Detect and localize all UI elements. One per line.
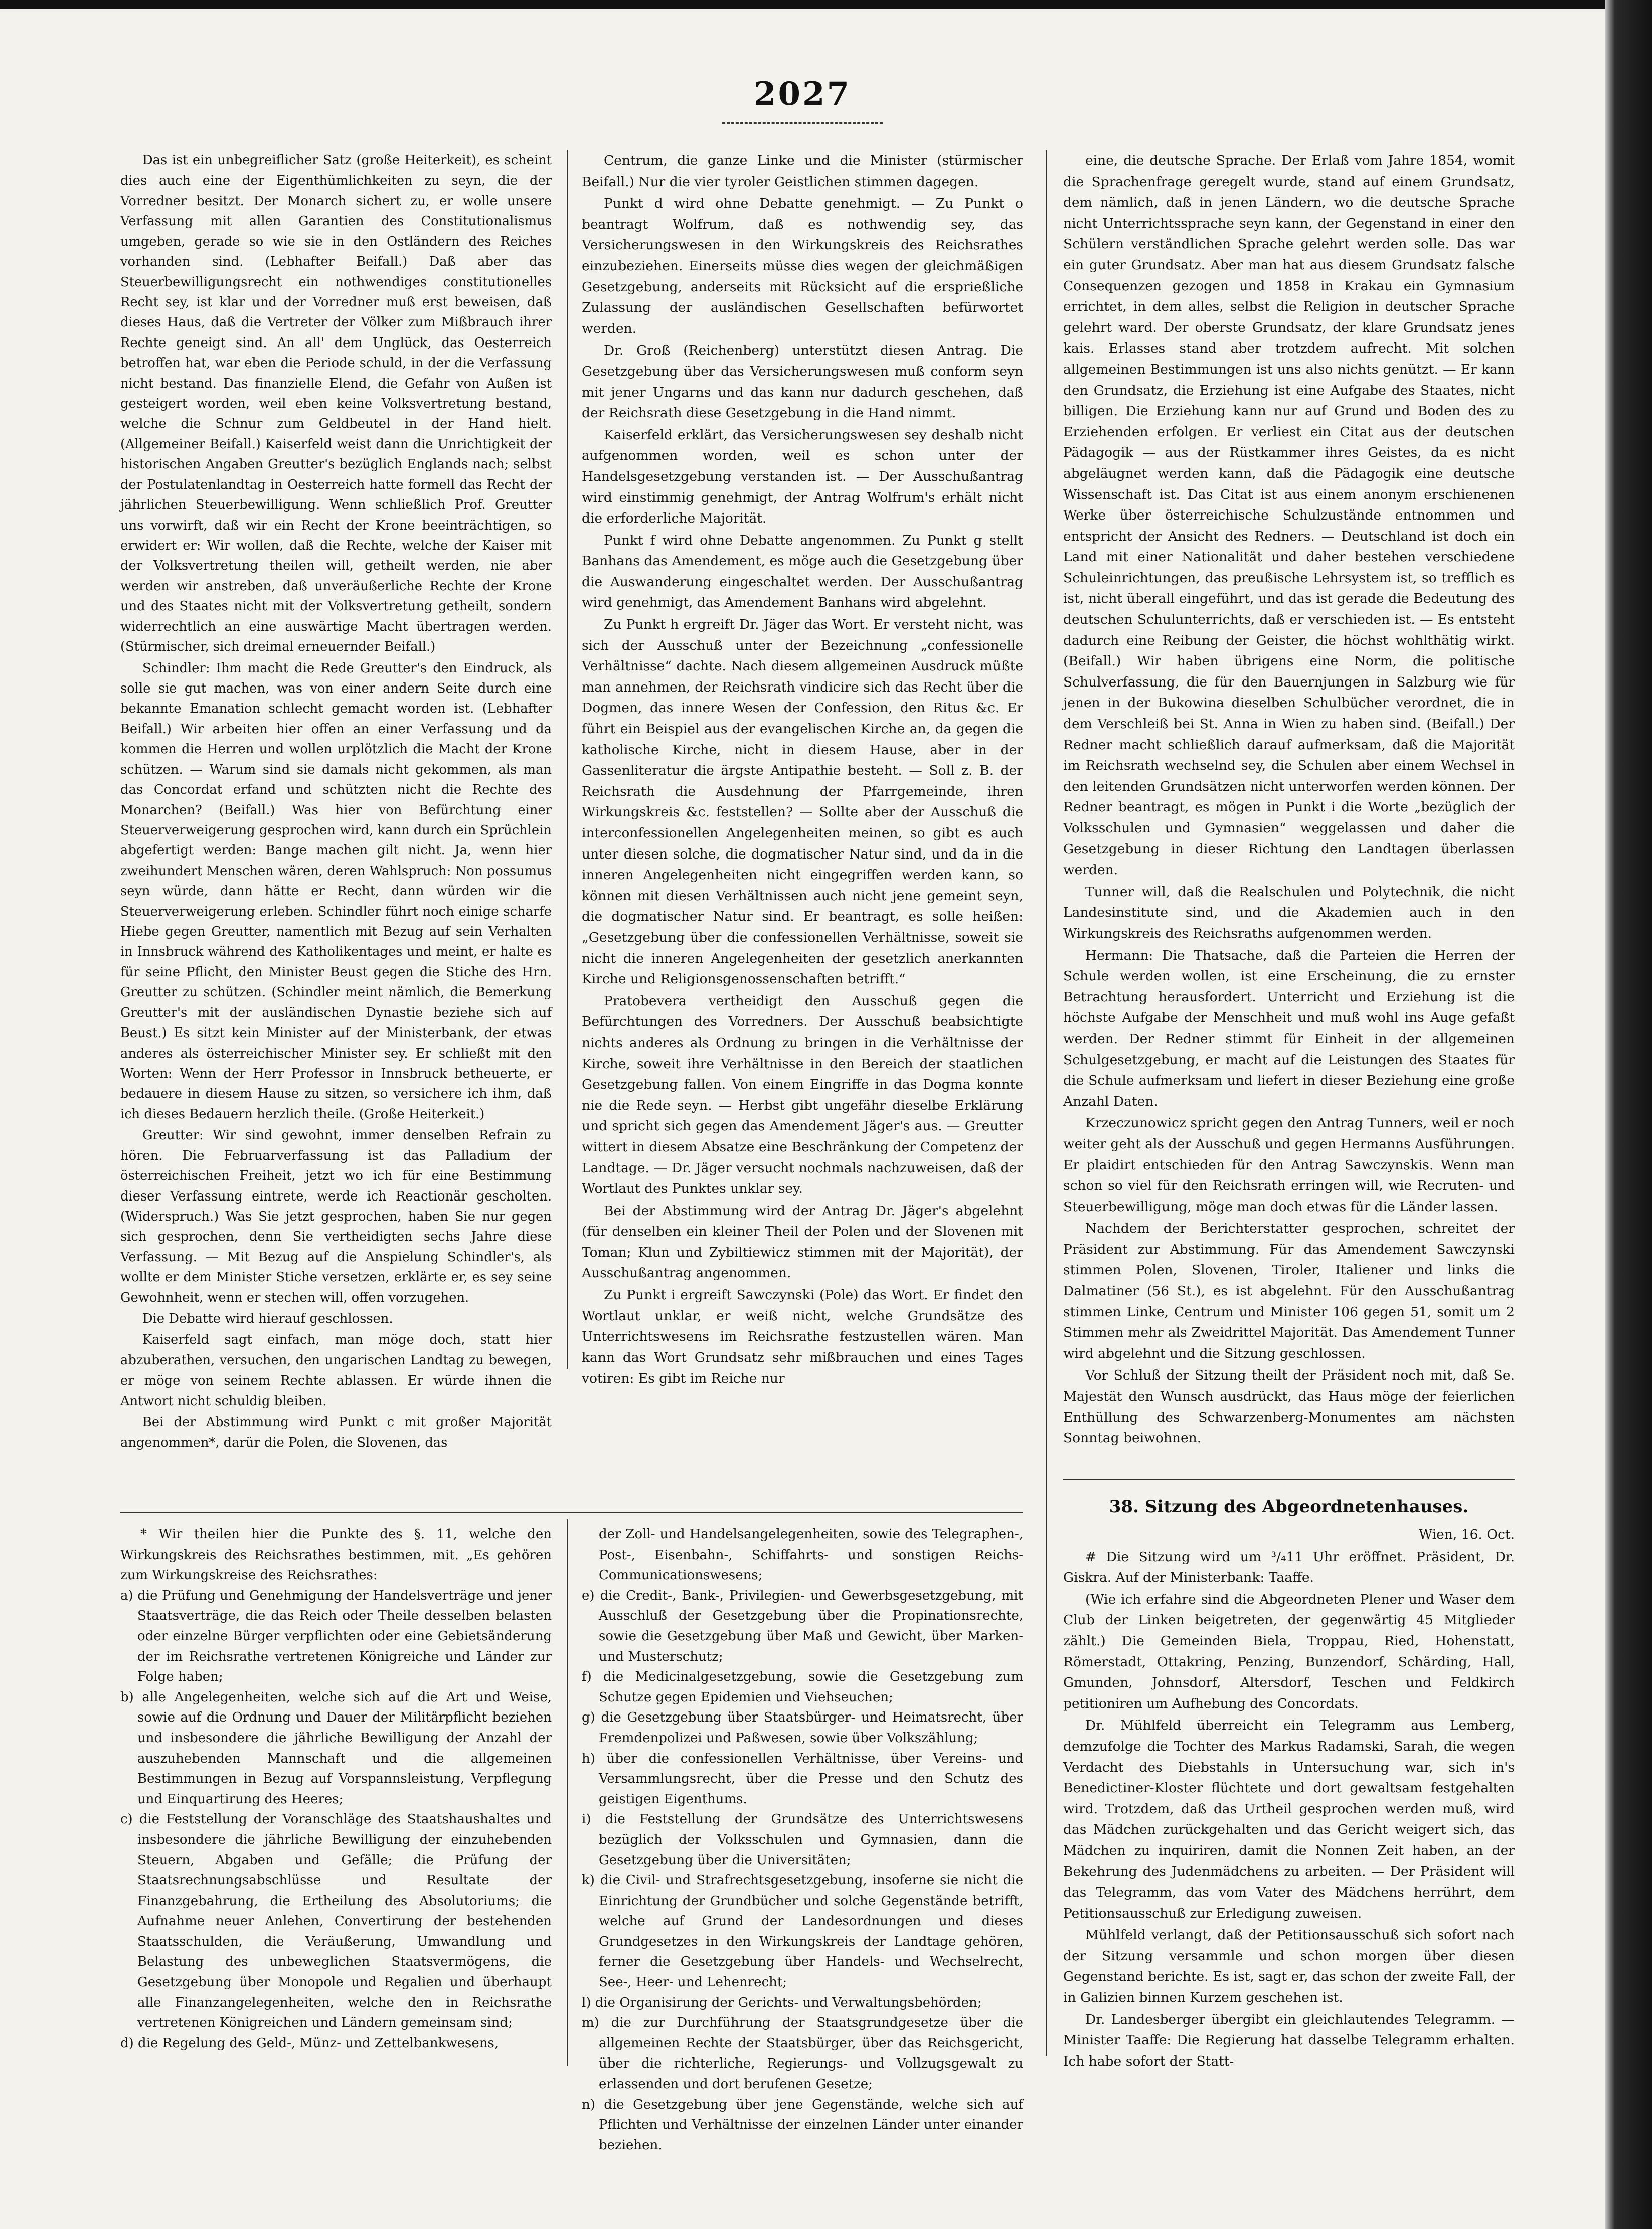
footnote-left	[120, 1524, 552, 2053]
footnote-item: a) die Prüfung und Genehmigung der Handelsverträge und jener Staatsverträge, die das Reich oder Theile desselben belasten oder einzelne Bürger verpflichten oder eine Gebietsänderung der im Reichsrathe vertretenen Königreiche und Länder zur Folge haben;	[120, 1588, 552, 1685]
paragraph: Bei der Abstimmung wird Punkt c mit großer Majorität angenommen*, darür die Polen, die Slovenen, das	[120, 1415, 552, 1450]
column-rule	[1046, 150, 1047, 2056]
footnote-item: m) die zur Durchführung der Staatsgrundgesetze über die allgemeinen Rechte der Staatsbürger, über das Reichsgericht, über die richterliche, Regierungs- und Vollzugsgewalt zu erlassenden und dort berufenen Gesetze;	[582, 2015, 1023, 2092]
paragraph: Kaiserfeld sagt einfach, man möge doch, statt hier abzuberathen, versuchen, den ungarischen Landtag zu bewegen, er möge von seinem Rechte ablassen. Er würde ihnen die Antwort nicht schuldig bleiben.	[120, 1332, 552, 1409]
footnote-item: d) die Regelung des Geld-, Münz- und Zettelbankwesens,	[120, 2035, 499, 2051]
dateline: Wien, 16. Oct.	[1418, 1527, 1515, 1542]
paragraph: Greutter: Wir sind gewohnt, immer denselben Refrain zu hören. Die Februarverfassung ist das Palladium der österreichischen Freiheit, jetzt wo ich für eine Bestimmung dieser Verfassung eintrete, werde ich Reactionär gescholten. (Widerspruch.) Was Sie jetzt gesprochen, haben Sie nur gegen sich gesprochen, denn Sie vertheidigten sechs Jahre diese Verfassung. — Mit Bezug auf die Anspielung Schindler's, als wollte er dem Minister Stiche versetzen, erklärte er, es sey seine Gewohnheit, wenn er stechen will, offen vorzugehen.	[120, 1128, 552, 1305]
paragraph: Die Debatte wird hierauf geschlossen.	[142, 1311, 393, 1327]
paragraph: Kaiserfeld erklärt, das Versicherungswesen sey deshalb nicht aufgenommen worden, weil es schon unter der Handelsgesetzgebung verstanden ist. — Der Ausschußantrag wird einstimmig genehmigt, der Antrag Wolfrum's erhält nicht die erforderliche Majorität.	[582, 427, 1023, 527]
paragraph: (Wie ich erfahre sind die Abgeordneten Plener und Waser dem Club der Linken beigetreten, der gegenwärtig 45 Mitglieder zählt.) Die Gemeinden Biela, Troppau, Ried, Hohenstatt, Römerstadt, Ottakring, Penzing, Bunzendorf, Schärding, Hall, Gmunden, Johnsdorf, Altersdorf, Teschen und Feldkirch petitioniren um Aufhebung des Concordats.	[1063, 1591, 1515, 1711]
paragraph: Dr. Groß (Reichenberg) unterstützt diesen Antrag. Die Gesetzgebung über das Versicherungswesen muß conform seyn mit jener Ungarns und das kann nur dadurch geschehen, daß der Reichsrath diese Gesetzgebung in die Hand nimmt.	[582, 342, 1023, 421]
paragraph: # Die Sitzung wird um ³/₄11 Uhr eröffnet. Präsident, Dr. Giskra. Auf der Ministerbank: Taaffe.	[1063, 1549, 1515, 1586]
section-title: 38. Sitzung des Abgeordnetenhauses.	[1109, 1497, 1469, 1517]
paragraph: Punkt d wird ohne Debatte genehmigt. — Zu Punkt o beantragt Wolfrum, daß es nothwendig sey, das Versicherungswesen in den Wirkungskreis des Reichsrathes einzubeziehen. Einerseits müsse dies wegen der gleichmäßigen Gesetzgebung, anderseits mit Rücksicht auf die ersprießliche Zulassung der ausländischen Gesellschaften befürwortet werden.	[582, 196, 1023, 336]
section-2-body	[1063, 1524, 1515, 2072]
paragraph: Vor Schluß der Sitzung theilt der Präsident noch mit, daß Se. Majestät den Wunsch ausdrückt, das Haus möge der feierlichen Enthüllung des Schwarzenberg-Monumentes am nächsten Sonntag beiwohnen.	[1063, 1367, 1515, 1446]
footnote-item: der Zoll- und Handelsangelegenheiten, sowie des Telegraphen-, Post-, Eisenbahn-, Schiffahrts- und sonstigen Reichs-Communicationswesens;	[599, 1527, 1023, 1583]
footnote-intro: * Wir theilen hier die Punkte des §. 11, welche den Wirkungskreis des Reichsrathes bestimmen, mit. „Es gehören zum Wirkungskreise des Reichsrathes:	[120, 1527, 552, 1583]
paragraph: Mühlfeld verlangt, daß der Petitionsausschuß sich sofort nach der Sitzung versammle und schon morgen über diesen Gegenstand berichte. Es ist, sagt er, das schon der zweite Fall, der in Galizien binnen Kurzem geschehen ist.	[1063, 1927, 1515, 2006]
footnote-rule	[120, 1512, 1023, 1513]
paragraph: Das ist ein unbegreiflicher Satz (große Heiterkeit), es scheint dies auch eine der Eigenthümlichkeiten zu seyn, die der Vorredner besitzt. Der Monarch sichert zu, er wolle unsere Verfassung mit allen Garantien des Constitutionalismus umgeben, gerade so wie sie in den Ostländern des Reiches vorhanden sind. (Lebhafter Beifall.) Daß aber das Steuerbewilligungsrecht ein nothwendiges constitutionelles Recht sey, ist klar und der Vorredner muß erst beweisen, daß dieses Haus, daß die Vertreter der Völker zum Mißbrauch ihrer Rechte geneigt sind. An all' dem Unglück, das Oesterreich betroffen hat, war eben die Periode schuld, in der die Verfassung nicht bestand. Das finanzielle Elend, die Gefahr von Außen ist gesteigert worden, weil eben keine Volksvertretung bestand, welche die Schnur zum Geldbeutel in der Hand hielt. (Allgemeiner Beifall.) Kaiserfeld weist dann die Unrichtigkeit der historischen Angaben Greutter's bezüglich Englands nach; selbst der Postulatenlandtag in Oesterreich hatte formell das Recht der jährlichen Steuerbewilligung. Wenn schließlich Prof. Greutter uns vorwirft, daß wir ein Recht der Krone beeinträchtigen, so erwidert er: Wir wollen, daß die Rechte, welche der Kaiser mit der Volksvertretung theilen will, getheilt werden, nie aber werden wir anstreben, daß unveräußerliche Rechte der Krone und des Staates nicht mit der Volksvertretung getheilt, sondern widerrechtlich an eine auswärtige Macht übertragen werden. (Stürmischer, sich dreimal erneuernder Beifall.)	[120, 153, 552, 655]
paragraph: Nachdem der Berichterstatter gesprochen, schreitet der Präsident zur Abstimmung. Für das Amendement Sawczynski stimmen Polen, Slovenen, Tiroler, Italiener und links die Dalmatiner (56 St.), es ist abgelehnt. Für den Ausschußantrag stimmen Linke, Centrum und Minister 106 gegen 51, somit um 2 Stimmen mehr als Zweidrittel Majorität. Das Amendement Tunner wird abgelehnt und die Sitzung geschlossen.	[1063, 1221, 1515, 1361]
paragraph: Hermann: Die Thatsache, daß die Parteien die Herren der Schule werden wollen, ist eine Erscheinung, die zu ernster Betrachtung herausfordert. Unterricht und Erziehung ist die höchste Aufgabe der Menschheit und muß wohl ins Auge gefaßt werden. Der Redner stimmt für Einheit in der allgemeinen Schulgesetzgebung, er macht auf die Leistungen des Staates für die Schule aufmerksam und liefert in dieser Beziehung eine große Anzahl Daten.	[1063, 947, 1515, 1109]
top-edge	[0, 0, 1605, 9]
column-rule	[567, 150, 568, 1369]
footnote-item: b) alle Angelegenheiten, welche sich auf die Art und Weise, sowie auf die Ordnung und Dauer der Militärpflicht beziehen und insbesondere die jährliche Bewilligung der Anzahl der auszuhebenden Mannschaft und die allgemeinen Bestimmungen in Bezug auf Vorspannsleistung, Verpflegung und Einquartirung des Heeres;	[120, 1689, 552, 1807]
paragraph: Centrum, die ganze Linke und die Minister (stürmischer Beifall.) Nur die vier tyroler Geistlichen stimmen dagegen.	[582, 153, 1023, 190]
page-number-rule	[722, 122, 883, 124]
paragraph: eine, die deutsche Sprache. Der Erlaß vom Jahre 1854, womit die Sprachenfrage geregelt wurde, stand auf einem Grundsatz, dem nämlich, daß in jenen Ländern, wo die deutsche Sprache nicht Unterrichtssprache seyn kann, der Gegenstand in einer den Schülern verständlichen Sprache gelehrt werden solle. Das war ein guter Grundsatz. Aber man hat aus diesem Grundsatz falsche Consequenzen gezogen und 1858 in Krakau ein Gymnasium errichtet, in dem alles, selbst die Religion in deutscher Sprache gelehrt ward. Der oberste Grundsatz, der klare Grundsatz jenes kais. Erlasses stand aber trotzdem aufrecht. Mit solchen allgemeinen Bestimmungen ist uns also nichts genützt. — Er kann den Grundsatz, die Erziehung ist eine Aufgabe des Staates, nicht billigen. Die Erziehung kann nur auf Grund und Boden des zu Erziehenden erfolgen. Er verliest ein Citat aus der deutschen Pädagogik — aus der Rüstkammer ihres Geistes, da es nicht abgeläugnet werden kann, daß die Pädagogik eine deutsche Wissenschaft ist. Das Citat ist aus einem anonym erschienenen Werke über österreichische Schulzustände entnommen und entspricht der Ansicht des Redners. — Deutschland ist doch ein Land mit einer Nationalität und daher bestehen verschiedene Schuleinrichtungen, das preußische Lehrsystem ist, so trefflich es ist, nicht überall eingeführt, und das ist gerade die Bedeutung des deutschen Schulunterrichts, daß er verschieden ist. — Es entsteht dadurch eine Reibung der Geister, die höchst wohlthätig wirkt. (Beifall.) Wir haben übrigens eine Norm, die politische Schulverfassung, die für den Bauernjungen in Salzburg wie für jenen in der Bukowina dieselben Schulbücher verordnet, die in dem Verschleiß bei St. Anna in Wien zu haben sind. (Beifall.) Der Redner macht schließlich darauf aufmerksam, daß die Majorität im Reichsrath wechselnd sey, die Schulen aber einem Wechsel in den leitenden Grundsätzen nicht unterworfen werden können. Der Redner beantragt, es mögen in Punkt i die Worte „bezüglich der Volksschulen und Gymnasien“ weggelassen und daher die Gesetzgebung in dieser Richtung den Landtagen überlassen werden.	[1063, 153, 1515, 878]
paragraph: Pratobevera vertheidigt den Ausschuß gegen die Befürchtungen des Vorredners. Der Ausschuß beabsichtigte nichts anderes als Ordnung zu bringen in die Verhältnisse der Kirche, soweit ihre Verhältnisse in den Bereich der staatlichen Gesetzgebung fallen. Von einem Eingriffe in das Dogma konnte nie die Rede seyn. — Herbst gibt ungefähr dieselbe Erklärung und spricht sich gegen das Amendement Jäger's aus. — Greutter wittert in diesem Absatze eine Beschränkung der Competenz der Landtage. — Dr. Jäger versucht nochmals nachzuweisen, daß der Wortlaut des Punktes unklar sey.	[582, 993, 1023, 1197]
scan-edge	[1605, 0, 1652, 2229]
section-divider	[1063, 1479, 1515, 1480]
footnote-item: n) die Gesetzgebung über jene Gegenstände, welche sich auf Pflichten und Verhältnisse der einzelnen Länder unter einander beziehen.	[582, 2097, 1023, 2153]
paragraph: Krzeczunowicz spricht gegen den Antrag Tunners, weil er noch weiter geht als der Ausschuß und gegen Hermanns Ausführungen. Er plaidirt entschieden für den Antrag Sawczynskis. Wenn man schon so viel für den Reichsrath erringen will, wie Recruten- und Steuerbewilligung, möge man doch etwas für die Länder lassen.	[1063, 1115, 1515, 1215]
footnote-column-rule	[567, 1519, 568, 2066]
footnote-right	[582, 1524, 1023, 2155]
paragraph: Tunner will, daß die Realschulen und Polytechnik, die nicht Landesinstitute sind, und die Akademien auch in den Wirkungskreis des Reichsraths aufgenommen werden.	[1063, 884, 1515, 941]
page-number: 2027	[753, 75, 852, 113]
footnote-item: l) die Organisirung der Gerichts- und Verwaltungsbehörden;	[582, 1995, 982, 2010]
column-2	[582, 150, 1023, 1389]
paragraph: Zu Punkt i ergreift Sawczynski (Pole) das Wort. Er findet den Wortlaut unklar, er weiß nicht, welche Grundsätze des Unterrichtswesens im Reichsrathe festzustellen wären. Man kann das Wort Grundsatz sehr mißbrauchen und eines Tages votiren: Es gibt im Reiche nur	[582, 1287, 1023, 1387]
paragraph: Bei der Abstimmung wird der Antrag Dr. Jäger's abgelehnt (für denselben ein kleiner Theil der Polen und der Slovenen mit Toman; Klun und Zybiltiewicz stimmen mit der Majorität), der Ausschußantrag angenommen.	[582, 1203, 1023, 1281]
column-3	[1063, 150, 1515, 1449]
paragraph: Dr. Mühlfeld überreicht ein Telegramm aus Lemberg, demzufolge die Tochter des Markus Radamski, Sarah, die wegen Verdacht des Diebstahls in Untersuchung war, sich in's Benedictiner-Kloster flüchtete und dort gewaltsam festgehalten wird. Trotzdem, daß das Urtheil gesprochen werden muß, wird das Mädchen zurückgehalten und das Gericht weigert sich, das Mädchen zu inquiriren, damit die Nonnen Zeit haben, an der Bekehrung des Judenmädchens zu arbeiten. — Der Präsident will das Telegramm, das vom Vater des Mädchens herrührt, dem Petitionsausschuß zur Erledigung zuweisen.	[1063, 1718, 1515, 1921]
column-1	[120, 150, 552, 1453]
footnote-item: e) die Credit-, Bank-, Privilegien- und Gewerbsgesetzgebung, mit Ausschluß der Gesetzgebung über die Propinationsrechte, sowie die Gesetzgebung über Maß und Gewicht, über Marken- und Musterschutz;	[582, 1588, 1023, 1664]
footnote-item: g) die Gesetzgebung über Staatsbürger- und Heimatsrecht, über Fremdenpolizei und Paßwesen, sowie über Volkszählung;	[582, 1710, 1023, 1746]
footnote-item: f) die Medicinalgesetzgebung, sowie die Gesetzgebung zum Schutze gegen Epidemien und Viehseuchen;	[582, 1669, 1023, 1705]
footnote-item: i) die Feststellung der Grundsätze des Unterrichtswesens bezüglich der Volksschulen und Gymnasien, dann die Gesetzgebung über die Universitäten;	[582, 1812, 1023, 1868]
paragraph: Zu Punkt h ergreift Dr. Jäger das Wort. Er versteht nicht, was sich der Ausschuß unter der Bezeichnung „confessionelle Verhältnisse“ dachte. Nach diesem allgemeinen Ausdruck müßte man annehmen, der Reichsrath vindicire sich das Recht über die Dogmen, das innere Wesen der Confession, den Ritus &c. Er führt ein Beispiel aus der evangelischen Kirche an, da gegen die katholische Kirche, nicht in diesem Hause, aber in der Gassenliteratur die ärgste Antipathie besteht. — Soll z. B. der Reichsrath die Ausdehnung der Pfarrgemeinde, ihren Wirkungskreis &c. feststellen? — Sollte aber der Ausschuß die interconfessionellen Angelegenheiten meinen, so gibt es auch unter diesen solche, die dogmatischer Natur sind, und da in die inneren Angelegenheiten nicht eingegriffen werden kann, so können mit diesen Verhältnissen auch nicht jene gemeint seyn, die dogmatischer Natur sind. Er beantragt, es solle heißen: „Gesetzgebung über die confessionellen Verhältnisse, soweit sie nicht die inneren Angelegenheiten der gesetzlich anerkannten Kirche und Religionsgenossenschaften betrifft.“	[582, 617, 1023, 987]
footnote-item: c) die Feststellung der Voranschläge des Staatshaushaltes und insbesondere die jährliche Bewilligung der einzuhebenden Steuern, Abgaben und Gefälle; die Prüfung der Staatsrechnungsabschlüsse und Resultate der Finanzgebahrung, die Ertheilung des Absolutoriums; die Aufnahme neuer Anlehen, Convertirung der bestehenden Staatsschulden, die Veräußerung, Umwandlung und Belastung des unbeweglichen Staatsvermögens, die Gesetzgebung über Monopole und Regalien und überhaupt alle Finanzangelegenheiten, welche den in Reichsrathe vertretenen Königreichen und Ländern gemeinsam sind;	[120, 1812, 552, 2031]
footnote-item: h) über die confessionellen Verhältnisse, über Vereins- und Versammlungsrecht, über die Presse und den Schutz des geistigen Eigenthums.	[582, 1751, 1023, 1807]
paragraph: Schindler: Ihm macht die Rede Greutter's den Eindruck, als solle sie gut machen, was von einer andern Seite durch eine bekannte Emanation schlecht gemacht worden ist. (Lebhafter Beifall.) Wir arbeiten hier offen an einer Verfassung und da kommen die Herren und wollen urplötzlich die Macht der Krone schützen. — Warum sind sie damals nicht gekommen, als man das Concordat erfand und schützten nicht die Rechte des Monarchen? (Beifall.) Was hier von Befürchtung einer Steuerverweigerung gesprochen wird, kann durch ein Sprüchlein abgefertigt werden: Bange machen gilt nicht. Ja, wenn hier zweihundert Menschen wären, deren Wahlspruch: Non possumus seyn würde, dann hätte er Recht, dann würden wir die Steuerverweigerung erleben. Schindler führt noch einige scharfe Hiebe gegen Greutter, namentlich mit Bezug auf sein Verhalten in Innsbruck während des Katholikentages und meint, er halte es für seine Pflicht, den Minister Beust gegen die Stiche des Hrn. Greutter zu schützen. (Schindler meint nämlich, die Bemerkung Greutter's mit der ausländischen Dynastie beziehe sich auf Beust.) Es sitzt kein Minister auf der Ministerbank, der etwas anderes als österreichischer Minister sey. Er schließt mit den Worten: Wenn der Herr Professor in Innsbruck betheuerte, er bedauere in diesem Hause zu sitzen, so versichere ich ihm, daß ich dieses Bedauern herzlich theile. (Große Heiterkeit.)	[120, 660, 552, 1122]
footnote-item: k) die Civil- und Strafrechtsgesetzgebung, insoferne sie nicht die Einrichtung der Grundbücher und solche Gegenstände betrifft, welche auf Grund der Landesordnungen und dieses Grundgesetzes in den Wirkungskreis der Landtage gehören, ferner die Gesetzgebung über Handels- und Wechselrecht, See-, Heer- und Lehenrecht;	[582, 1873, 1023, 1990]
paragraph: Punkt f wird ohne Debatte angenommen. Zu Punkt g stellt Banhans das Amendement, es möge auch die Gesetzgebung über die Auswanderung eingeschaltet werden. Der Ausschußantrag wird genehmigt, das Amendement Banhans wird abgelehnt.	[582, 532, 1023, 611]
paragraph: Dr. Landesberger übergibt ein gleichlautendes Telegramm. — Minister Taaffe: Die Regierung hat dasselbe Telegramm erhalten. Ich habe sofort der Statt-	[1063, 2011, 1515, 2069]
